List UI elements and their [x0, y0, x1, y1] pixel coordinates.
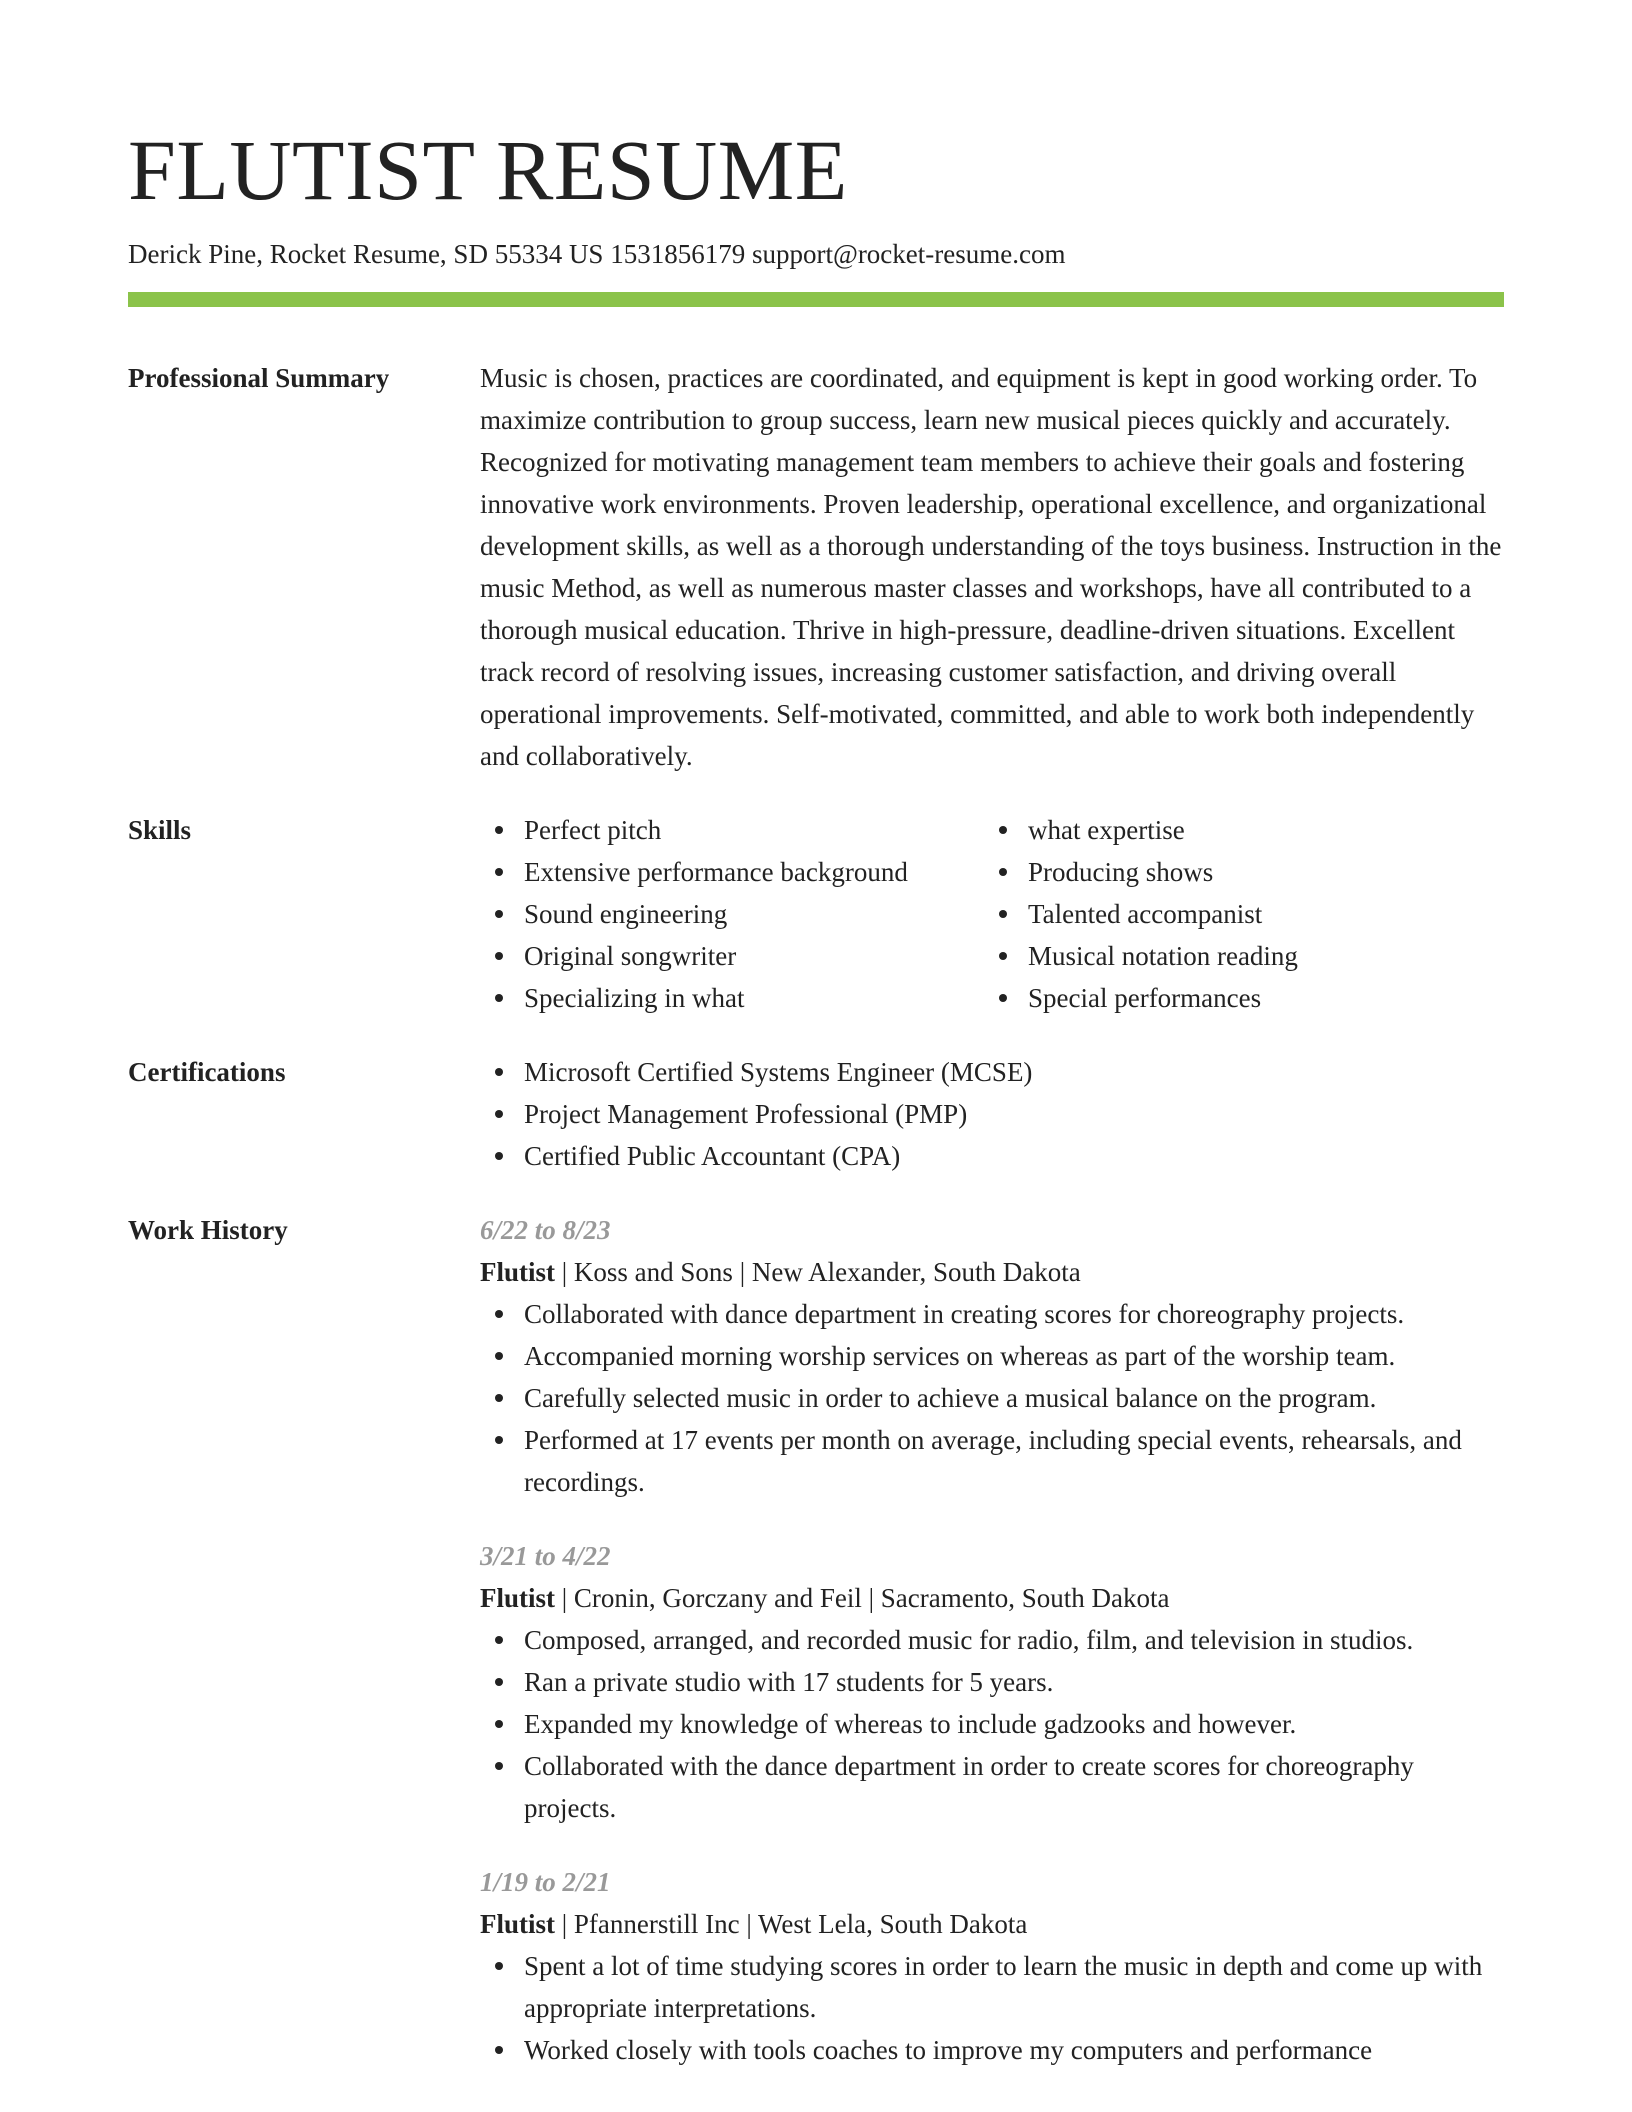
bullet-icon — [495, 1110, 503, 1118]
job-bullet-text: Accompanied morning worship services on whereas as part of the worship team. — [524, 1341, 1396, 1371]
job-entry — [480, 1209, 1504, 1503]
skill-text: Sound engineering — [524, 899, 728, 929]
bullet-icon — [999, 910, 1007, 918]
skill-text: Special performances — [1028, 983, 1262, 1013]
bullet-icon — [999, 994, 1007, 1002]
list-item — [1028, 893, 1488, 935]
job-details: | Koss and Sons | New Alexander, South Dakota — [555, 1257, 1081, 1287]
section-label-work-history: Work History — [128, 1215, 288, 1245]
list-item — [524, 1619, 1504, 1661]
list-item — [524, 1093, 1504, 1135]
list-item — [524, 1745, 1504, 1829]
section-label-skills: Skills — [128, 815, 192, 845]
skills-columns — [480, 809, 1504, 1019]
work-history-body — [480, 1209, 1504, 2103]
list-item — [524, 851, 984, 893]
job-bullet-text: Expanded my knowledge of whereas to include gadzooks and however. — [524, 1709, 1297, 1739]
skill-text: Specializing in what — [524, 983, 745, 1013]
job-bullets — [480, 1619, 1504, 1829]
resume-title: FLUTIST RESUME — [128, 122, 848, 218]
list-item — [524, 977, 984, 1019]
skills-column-right — [984, 809, 1488, 1019]
list-item — [524, 1703, 1504, 1745]
resume-page — [128, 0, 1504, 2103]
summary-text: Music is chosen, practices are coordinated, and equipment is kept in good working order. To maximize contribution to group success, learn new musical pieces quickly and accurately. Recognized for motivating management team members to achieve their goals and fostering innovative work environments. Proven leadership, operational excellence, and organizational development skills, as well as a thorough understanding of the toys business. Instruction in the music Method, as well as numerous master classes and workshops, have all contributed to a thorough musical education. Thrive in high-pressure, deadline-driven situations. Excellent track record of resolving issues, increasing customer satisfaction, and driving overall operational improvements. Self-motivated, committed, and able to work both independently and collaboratively. — [480, 363, 1502, 771]
list-item — [1028, 935, 1488, 977]
job-bullet-text: Carefully selected music in order to achieve a musical balance on the program. — [524, 1383, 1377, 1413]
bullet-icon — [999, 826, 1007, 834]
job-title: Flutist — [480, 1909, 556, 1939]
certifications-list — [480, 1051, 1504, 1177]
job-entry — [480, 1861, 1504, 2071]
list-item — [524, 1945, 1504, 2029]
bullet-icon — [495, 1352, 503, 1360]
bullet-icon — [495, 868, 503, 876]
bullet-icon — [495, 2046, 503, 2054]
section-label-summary: Professional Summary — [128, 363, 390, 393]
skill-text: Original songwriter — [524, 941, 737, 971]
job-bullet-text: Composed, arranged, and recorded music for radio, film, and television in studios. — [524, 1625, 1414, 1655]
certifications-section — [128, 1051, 1504, 1177]
bullet-icon — [495, 910, 503, 918]
work-history-section — [128, 1209, 1504, 2103]
list-item — [524, 1135, 1504, 1177]
list-item — [524, 1051, 1504, 1093]
skill-text: Musical notation reading — [1028, 941, 1298, 971]
bullet-icon — [999, 952, 1007, 960]
job-header — [480, 1577, 1504, 1619]
job-bullets — [480, 1293, 1504, 1503]
bullet-icon — [495, 1720, 503, 1728]
bullet-icon — [495, 1394, 503, 1402]
job-dates: 3/21 to 4/22 — [480, 1541, 611, 1571]
certification-text: Microsoft Certified Systems Engineer (MCSE) — [524, 1057, 1033, 1087]
job-bullet-text: Performed at 17 events per month on average, including special events, rehearsals, and recordings. — [524, 1425, 1462, 1497]
list-item — [524, 1377, 1504, 1419]
skills-column-left — [480, 809, 984, 1019]
bullet-icon — [495, 952, 503, 960]
list-item — [524, 2029, 1504, 2071]
job-details: | Pfannerstill Inc | West Lela, South Dakota — [555, 1909, 1028, 1939]
skills-list-right — [984, 809, 1488, 1019]
contact-line: Derick Pine, Rocket Resume, SD 55334 US 1531856179 support@rocket-resume.com — [128, 239, 1066, 269]
skill-text: Perfect pitch — [524, 815, 662, 845]
skills-body — [480, 809, 1504, 1019]
list-item — [524, 893, 984, 935]
job-details: | Cronin, Gorczany and Feil | Sacramento, South Dakota — [555, 1583, 1170, 1613]
bullet-icon — [495, 1068, 503, 1076]
certification-text: Certified Public Accountant (CPA) — [524, 1141, 901, 1171]
list-item — [1028, 851, 1488, 893]
professional-summary-section — [128, 357, 1504, 777]
job-title: Flutist — [480, 1583, 556, 1613]
bullet-icon — [495, 1436, 503, 1444]
skill-text: Extensive performance background — [524, 857, 908, 887]
skill-text: Producing shows — [1028, 857, 1214, 887]
bullet-icon — [495, 1762, 503, 1770]
certification-text: Project Management Professional (PMP) — [524, 1099, 968, 1129]
job-bullet-text: Ran a private studio with 17 students for 5 years. — [524, 1667, 1054, 1697]
list-item — [524, 1419, 1504, 1503]
skill-text: Talented accompanist — [1028, 899, 1263, 929]
job-bullet-text: Collaborated with the dance department in order to create scores for choreography projects. — [524, 1751, 1414, 1823]
list-item — [524, 1293, 1504, 1335]
job-header — [480, 1903, 1504, 1945]
bullet-icon — [495, 1962, 503, 1970]
accent-divider — [128, 292, 1504, 307]
summary-body — [480, 357, 1504, 777]
job-dates: 1/19 to 2/21 — [480, 1867, 611, 1897]
bullet-icon — [495, 1636, 503, 1644]
job-bullets — [480, 1945, 1504, 2071]
list-item — [1028, 977, 1488, 1019]
job-bullet-text: Collaborated with dance department in creating scores for choreography projects. — [524, 1299, 1405, 1329]
skill-text: what expertise — [1028, 815, 1185, 845]
job-header — [480, 1251, 1504, 1293]
list-item — [524, 809, 984, 851]
job-title: Flutist — [480, 1257, 556, 1287]
job-dates: 6/22 to 8/23 — [480, 1215, 611, 1245]
certifications-body — [480, 1051, 1504, 1177]
bullet-icon — [495, 826, 503, 834]
list-item — [524, 1335, 1504, 1377]
list-item — [1028, 809, 1488, 851]
list-item — [524, 935, 984, 977]
job-bullet-text: Spent a lot of time studying scores in order to learn the music in depth and come up with appropriate interpretations. — [524, 1951, 1483, 2023]
section-label-certifications: Certifications — [128, 1057, 286, 1087]
skills-section — [128, 809, 1504, 1019]
skills-list-left — [480, 809, 984, 1019]
bullet-icon — [495, 1152, 503, 1160]
job-bullet-text: Worked closely with tools coaches to improve my computers and performance — [524, 2035, 1373, 2065]
bullet-icon — [495, 1310, 503, 1318]
bullet-icon — [495, 994, 503, 1002]
bullet-icon — [495, 1678, 503, 1686]
job-entry — [480, 1535, 1504, 1829]
list-item — [524, 1661, 1504, 1703]
bullet-icon — [999, 868, 1007, 876]
